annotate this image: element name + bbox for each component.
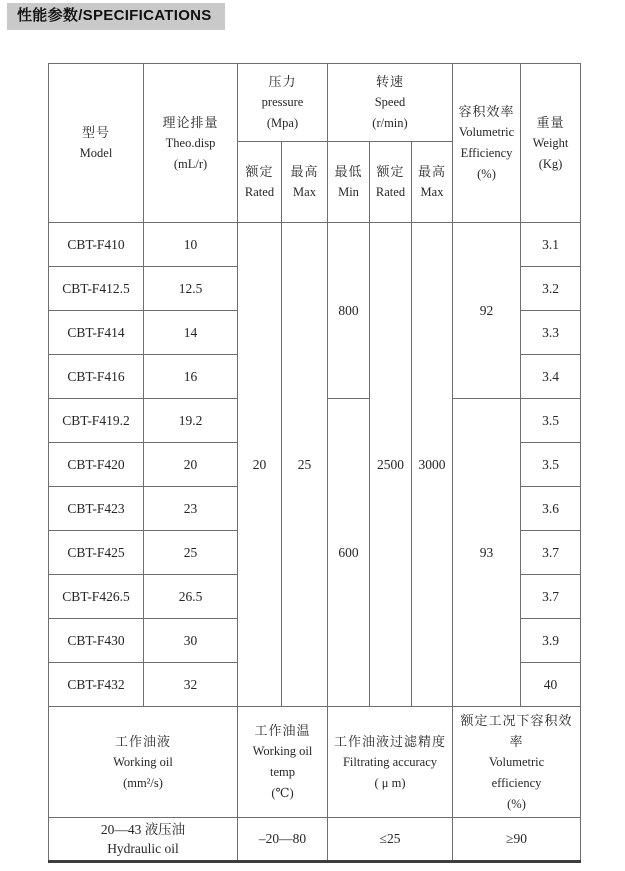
footer-rated-efficiency-header — [453, 707, 581, 818]
header-disp-zh: 理论排量 — [162, 114, 219, 130]
speed-rated-cell: 2500 — [370, 223, 412, 707]
header-model — [49, 64, 144, 223]
footer-oil-temp-en3: (℃) — [271, 786, 294, 800]
weight-cell: 40 — [521, 663, 581, 707]
weight-cell: 3.3 — [521, 311, 581, 355]
footer-working-oil-value — [49, 818, 238, 862]
model-cell: CBT-F420 — [49, 443, 144, 487]
pressure-max-cell: 25 — [282, 223, 328, 707]
subheader-pressure-rated-zh: 额定 — [245, 164, 274, 179]
model-cell: CBT-F412.5 — [49, 267, 144, 311]
model-cell: CBT-F425 — [49, 531, 144, 575]
page-title: 性能参数/SPECIFICATIONS — [7, 3, 225, 30]
footer-filtration-en2: ( μ m) — [374, 775, 406, 790]
efficiency-cell-bottom: 93 — [453, 399, 521, 707]
footer-rated-eff-zh1: 额定工况下容积效 — [460, 712, 573, 728]
subheader-speed-max-zh: 最高 — [417, 164, 446, 179]
footer-oil-temp-zh: 工作油温 — [254, 723, 311, 738]
subheader-speed-rated — [370, 142, 412, 223]
header-disp-unit: (mL/r) — [173, 156, 208, 171]
subheader-speed-max — [412, 142, 453, 223]
disp-cell: 16 — [144, 355, 238, 399]
footer-working-oil-zh: 工作油液 — [114, 733, 171, 749]
header-speed-zh: 转速 — [375, 74, 404, 89]
footer-rated-eff-en1: Volumetric — [488, 754, 545, 769]
specifications-table — [48, 63, 581, 863]
model-cell: CBT-F419.2 — [49, 399, 144, 443]
header-pressure-en: pressure — [261, 95, 304, 109]
header-weight-en: Weight — [532, 135, 569, 150]
subheader-speed-rated-zh: 额定 — [376, 164, 405, 179]
weight-cell: 3.9 — [521, 619, 581, 663]
model-cell: CBT-F426.5 — [49, 575, 144, 619]
model-cell: CBT-F410 — [49, 223, 144, 267]
subheader-speed-min-zh: 最低 — [334, 164, 363, 179]
header-pressure-zh: 压力 — [268, 74, 297, 89]
footer-working-oil-value-en: Hydraulic oil — [107, 841, 179, 856]
subheader-speed-min-en: Min — [338, 185, 359, 199]
disp-cell: 26.5 — [144, 575, 238, 619]
header-theo-disp — [144, 64, 238, 223]
weight-cell: 3.6 — [521, 487, 581, 531]
disp-cell: 14 — [144, 311, 238, 355]
model-cell: CBT-F432 — [49, 663, 144, 707]
weight-cell: 3.5 — [521, 399, 581, 443]
disp-cell: 25 — [144, 531, 238, 575]
footer-rated-eff-en2: efficiency — [491, 775, 542, 790]
disp-cell: 23 — [144, 487, 238, 531]
header-model-en: Model — [79, 146, 113, 160]
disp-cell: 20 — [144, 443, 238, 487]
subheader-pressure-max — [282, 142, 328, 223]
weight-cell: 3.4 — [521, 355, 581, 399]
subheader-speed-max-en: Max — [420, 185, 444, 199]
header-pressure-unit: (Mpa) — [266, 116, 299, 130]
header-eff-en2: Efficiency — [460, 146, 513, 160]
header-speed — [328, 64, 453, 142]
header-eff-unit: (%) — [477, 167, 496, 181]
weight-cell: 3.5 — [521, 443, 581, 487]
weight-cell: 3.7 — [521, 575, 581, 619]
weight-cell: 3.7 — [521, 531, 581, 575]
header-eff-en1: Volumetric — [458, 125, 515, 139]
efficiency-cell-top: 92 — [453, 223, 521, 399]
subheader-pressure-rated-en: Rated — [244, 185, 275, 199]
subheader-pressure-max-en: Max — [293, 185, 316, 199]
footer-rated-efficiency-value: ≥90 — [453, 818, 581, 862]
header-weight-zh: 重量 — [536, 114, 565, 130]
speed-max-cell: 3000 — [412, 223, 453, 707]
footer-working-oil-header — [49, 707, 238, 818]
subheader-speed-min — [328, 142, 370, 223]
weight-cell: 3.2 — [521, 267, 581, 311]
header-disp-en: Theo.disp — [165, 135, 216, 150]
footer-oil-temp-en2: temp — [270, 765, 295, 779]
footer-working-oil-value-zh: 20—43 液压油 — [100, 822, 186, 837]
model-cell: CBT-F416 — [49, 355, 144, 399]
weight-cell: 3.1 — [521, 223, 581, 267]
disp-cell: 30 — [144, 619, 238, 663]
header-speed-unit: (r/min) — [372, 116, 408, 130]
footer-rated-eff-en3: (%) — [507, 796, 526, 811]
header-volumetric-efficiency — [453, 64, 521, 223]
disp-cell: 32 — [144, 663, 238, 707]
header-eff-zh: 容积效率 — [458, 104, 515, 119]
header-model-zh: 型号 — [81, 125, 110, 140]
footer-rated-eff-zh2: 率 — [509, 733, 524, 749]
disp-cell: 19.2 — [144, 399, 238, 443]
footer-value-row — [49, 818, 581, 862]
header-pressure — [238, 64, 328, 142]
footer-filtration-en1: Filtrating accuracy — [342, 754, 438, 769]
disp-cell: 10 — [144, 223, 238, 267]
footer-filtration-value: ≤25 — [328, 818, 453, 862]
footer-header-row — [49, 707, 581, 818]
footer-oil-temp-value: –20—80 — [238, 818, 328, 862]
model-cell: CBT-F430 — [49, 619, 144, 663]
subheader-speed-rated-en: Rated — [375, 185, 406, 199]
footer-filtration-header — [328, 707, 453, 818]
header-weight-unit: (Kg) — [538, 156, 563, 171]
disp-cell: 12.5 — [144, 267, 238, 311]
footer-filtration-zh: 工作油液过滤精度 — [333, 733, 446, 749]
spec-row — [49, 223, 581, 267]
model-cell: CBT-F414 — [49, 311, 144, 355]
subheader-pressure-rated — [238, 142, 282, 223]
header-speed-en: Speed — [374, 95, 406, 109]
footer-oil-temp-header — [238, 707, 328, 818]
pressure-rated-cell: 20 — [238, 223, 282, 707]
speed-min-cell-bottom: 600 — [328, 399, 370, 707]
speed-min-cell-top: 800 — [328, 223, 370, 399]
model-cell: CBT-F423 — [49, 487, 144, 531]
header-group-row — [49, 64, 581, 142]
footer-oil-temp-en1: Working oil — [252, 744, 313, 758]
subheader-pressure-max-zh: 最高 — [290, 164, 319, 179]
footer-working-oil-en2: (mm²/s) — [123, 775, 163, 790]
header-weight — [521, 64, 581, 223]
footer-working-oil-en1: Working oil — [113, 754, 173, 769]
